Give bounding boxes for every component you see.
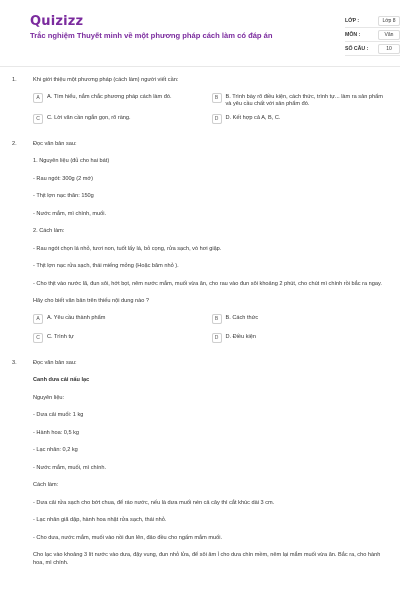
question-line: - Thịt lợn nạc thăn: 150g (33, 193, 94, 199)
question-line: - Hành hoa: 0,5 kg (33, 429, 80, 436)
question-line: 2. Cách làm: (33, 228, 65, 234)
meta-row-question-count (345, 42, 400, 56)
question-line: - Lạc nhân: 0,2 kg (33, 447, 78, 453)
question-line: - Cho dưa, nước mắm, muối vào nồi đun lên, đảo đều cho ngấm mắm muối. (33, 534, 223, 541)
question-line: - Dưa cải muối: 1 kg (33, 412, 84, 418)
option-d[interactable] (212, 334, 385, 347)
option-d[interactable] (212, 115, 385, 128)
question-number: 1. (12, 77, 17, 83)
question-text: Khi giới thiệu một phương pháp (cách làm) người viết cần: (33, 77, 179, 83)
header-divider (0, 66, 400, 67)
question-line: Cách làm: (33, 482, 59, 488)
meta-row-subject (345, 28, 400, 42)
question-1 (0, 76, 400, 128)
option-a[interactable] (33, 94, 206, 109)
option-letter-badge: C (33, 114, 43, 124)
question-line: Đọc văn bản sau: (33, 359, 77, 366)
question-line: - Thịt lợn nạc rửa sạch, thái miếng mỏng (Hoặc băm nhỏ ). (33, 263, 179, 269)
option-b[interactable] (212, 315, 385, 328)
meta-label: MÔN : (345, 31, 361, 38)
answer-options (33, 94, 384, 128)
option-text: D. Điều kiện (225, 333, 256, 340)
option-letter-badge: D (212, 114, 222, 124)
option-text: B. Trình bày rõ điều kiện, cách thức, trình tự... làm ra sản phẩm và yêu cầu chất với sản phẩm đó. (225, 93, 383, 107)
question-line: - Nước mắm, muối, mì chính. (33, 464, 106, 471)
page-title: Trắc nghiệm Thuyết minh về một phương pháp cách làm có đáp án (30, 31, 273, 40)
answer-options (33, 315, 384, 347)
option-a[interactable] (33, 315, 206, 328)
question-line: - Nước mắm, mì chính, muối. (33, 210, 106, 217)
option-text: C. Trình tự (47, 333, 74, 340)
meta-value-class: Lớp 8 (378, 16, 400, 26)
question-line: 1. Nguyên liệu (đủ cho hai bát) (33, 158, 110, 164)
option-letter-badge: A (33, 314, 43, 324)
question-line: Nguyên liệu: (33, 394, 65, 401)
quizizz-logo: Quizizz (30, 14, 84, 29)
question-3 (0, 359, 400, 568)
meta-row-class (345, 14, 400, 28)
question-line: Cho lạc vào khoảng 3 lít nước vào dưa, đậy vung, đun nhỏ lửa, để sôi âm ỉ cho dưa chín mềm, nêm lại mắm muối vừa ăn. Bắc ra, cho hành hoa, mì chính. (33, 552, 381, 566)
option-text: C. Lời văn cần ngắn gọn, rõ ràng. (47, 114, 131, 121)
option-text: A. Tìm hiểu, nắm chắc phương pháp cách làm đó. (47, 93, 172, 100)
option-letter-badge: C (33, 333, 43, 343)
worksheet-header (14, 0, 396, 66)
option-letter-badge: D (212, 333, 222, 343)
question-line: - Rau ngót: 300g (2 mớ) (33, 175, 93, 182)
option-letter-badge: A (33, 93, 43, 103)
question-2 (0, 140, 400, 347)
question-line: - Dưa cải rửa sạch cho bớt chua, để ráo nước, nếu là dưa muối nén cả cây thì cắt khúc dài 3 cm. (33, 499, 275, 506)
meta-value-question-count: 10 (378, 44, 400, 54)
question-line: Đọc văn bản sau: (33, 140, 77, 147)
meta-label: LỚP : (345, 17, 360, 24)
option-c[interactable] (33, 115, 206, 128)
option-text: A. Yêu cầu thành phẩm (47, 314, 106, 321)
question-line: - Cho thịt vào nước lã, đun sôi, hớt bọt, nêm nước mắm, muối vừa ăn, cho rau vào đun sôi khoảng 2 phút, cho chút mì chính rồi bắc ra ngay. (33, 280, 382, 287)
question-line: - Lạc nhân giã dập, hành hoa nhặt rửa sạch, thái nhỏ. (33, 517, 167, 523)
option-text: B. Cách thức (225, 314, 259, 321)
option-c[interactable] (33, 334, 206, 347)
option-letter-badge: B (212, 93, 222, 103)
option-letter-badge: B (212, 314, 222, 324)
option-b[interactable] (212, 94, 385, 109)
meta-value-subject: Văn (378, 30, 400, 40)
meta-label: SỐ CÂU : (345, 45, 369, 52)
question-number: 3. (12, 359, 17, 366)
worksheet-meta (345, 14, 400, 56)
question-number: 2. (12, 140, 17, 147)
recipe-title: Canh dưa cải nấu lạc (33, 377, 90, 383)
question-line: - Rau ngót chọn lá nhỏ, tươi non, tuốt lấy lá, bỏ cọng, rửa sạch, vò hơi giập. (33, 245, 222, 252)
option-text: D. Kết hợp cả A, B, C. (225, 114, 281, 121)
question-prompt: Hãy cho biết văn bản trên thiếu nội dung nào ? (33, 298, 149, 304)
question-list (0, 76, 400, 577)
